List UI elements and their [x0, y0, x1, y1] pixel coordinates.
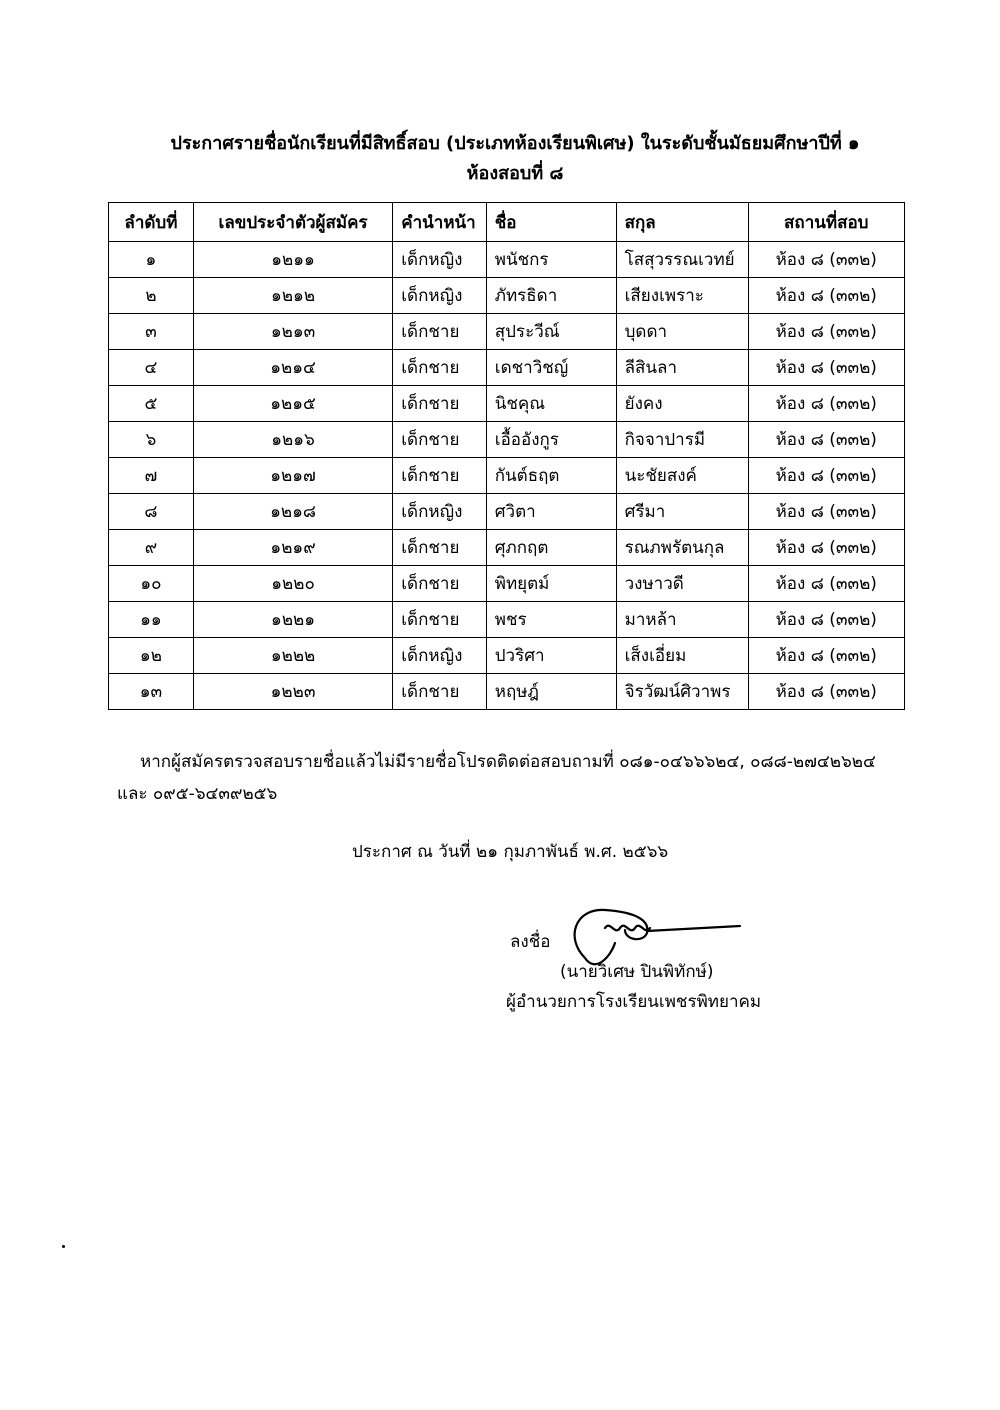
cell-seq: ๓: [109, 314, 194, 350]
cell-applicant-id: ๑๒๑๗: [193, 458, 392, 494]
cell-seq: ๗: [109, 458, 194, 494]
cell-room: ห้อง ๘ (๓๓๒): [748, 422, 904, 458]
cell-name: ศวิตา: [486, 494, 616, 530]
cell-room: ห้อง ๘ (๓๓๒): [748, 494, 904, 530]
table-row: [109, 458, 905, 494]
cell-surname: บุดดา: [616, 314, 748, 350]
cell-name: กันต์ธฤต: [486, 458, 616, 494]
cell-room: ห้อง ๘ (๓๓๒): [748, 566, 904, 602]
cell-name: พิทยุตม์: [486, 566, 616, 602]
cell-applicant-id: ๑๒๒๑: [193, 602, 392, 638]
cell-prefix: เด็กหญิง: [393, 638, 487, 674]
contact-notice-line2: และ ๐๙๕-๖๔๓๙๒๕๖: [117, 784, 278, 804]
cell-room: ห้อง ๘ (๓๓๒): [748, 242, 904, 278]
cell-name: นิชคุณ: [486, 386, 616, 422]
cell-surname: รณภพรัตนกุล: [616, 530, 748, 566]
cell-room: ห้อง ๘ (๓๓๒): [748, 638, 904, 674]
cell-room: ห้อง ๘ (๓๓๒): [748, 314, 904, 350]
cell-seq: ๒: [109, 278, 194, 314]
contact-notice-line1: หากผู้สมัครตรวจสอบรายชื่อแล้วไม่มีรายชื่อโปรดติดต่อสอบถามที่ ๐๘๑-๐๔๖๖๖๒๔, ๐๘๘-๒๗๔๒๖๒๔: [140, 752, 876, 772]
cell-prefix: เด็กหญิง: [393, 242, 487, 278]
cell-surname: เสียงเพราะ: [616, 278, 748, 314]
header-name: ชื่อ: [486, 203, 616, 242]
cell-prefix: เด็กชาย: [393, 566, 487, 602]
cell-applicant-id: ๑๒๑๔: [193, 350, 392, 386]
table-row: [109, 422, 905, 458]
cell-surname: ยังคง: [616, 386, 748, 422]
cell-room: ห้อง ๘ (๓๓๒): [748, 674, 904, 710]
header-seq: ลำดับที่: [109, 203, 194, 242]
cell-room: ห้อง ๘ (๓๓๒): [748, 530, 904, 566]
table-row: [109, 566, 905, 602]
cell-surname: เส็งเอี่ยม: [616, 638, 748, 674]
cell-applicant-id: ๑๒๑๓: [193, 314, 392, 350]
table-row: [109, 278, 905, 314]
cell-room: ห้อง ๘ (๓๓๒): [748, 458, 904, 494]
cell-seq: ๑๑: [109, 602, 194, 638]
cell-prefix: เด็กชาย: [393, 674, 487, 710]
cell-surname: นะชัยสงค์: [616, 458, 748, 494]
cell-applicant-id: ๑๒๑๒: [193, 278, 392, 314]
table-header-row: [109, 203, 905, 242]
cell-surname: กิจจาปารมี: [616, 422, 748, 458]
cell-seq: ๕: [109, 386, 194, 422]
cell-room: ห้อง ๘ (๓๓๒): [748, 602, 904, 638]
cell-seq: ๑: [109, 242, 194, 278]
table-row: [109, 530, 905, 566]
cell-prefix: เด็กหญิง: [393, 278, 487, 314]
cell-prefix: เด็กชาย: [393, 422, 487, 458]
header-prefix: คำนำหน้า: [393, 203, 487, 242]
cell-seq: ๔: [109, 350, 194, 386]
cell-applicant-id: ๑๒๒๐: [193, 566, 392, 602]
cell-surname: มาหล้า: [616, 602, 748, 638]
cell-seq: ๑๓: [109, 674, 194, 710]
cell-applicant-id: ๑๒๒๒: [193, 638, 392, 674]
cell-surname: โสสุวรรณเวทย์: [616, 242, 748, 278]
cell-seq: ๙: [109, 530, 194, 566]
cell-name: พชร: [486, 602, 616, 638]
cell-surname: วงษาวดี: [616, 566, 748, 602]
cell-surname: ศรีมา: [616, 494, 748, 530]
cell-name: เดชาวิชญ์: [486, 350, 616, 386]
student-roster-table: [108, 202, 905, 710]
roster-body: [109, 242, 905, 710]
cell-name: เอื้ออังกูร: [486, 422, 616, 458]
table-row: [109, 314, 905, 350]
table-row: [109, 350, 905, 386]
cell-applicant-id: ๑๒๑๑: [193, 242, 392, 278]
cell-name: ศุภกฤต: [486, 530, 616, 566]
cell-seq: ๑๒: [109, 638, 194, 674]
cell-applicant-id: ๑๒๑๖: [193, 422, 392, 458]
cell-prefix: เด็กชาย: [393, 314, 487, 350]
cell-room: ห้อง ๘ (๓๓๒): [748, 278, 904, 314]
cell-room: ห้อง ๘ (๓๓๒): [748, 386, 904, 422]
cell-surname: ลีสินลา: [616, 350, 748, 386]
cell-seq: ๑๐: [109, 566, 194, 602]
table-row: [109, 602, 905, 638]
cell-name: หฤษฎ์: [486, 674, 616, 710]
cell-prefix: เด็กชาย: [393, 602, 487, 638]
cell-seq: ๖: [109, 422, 194, 458]
table-row: [109, 674, 905, 710]
header-applicant-id: เลขประจำตัวผู้สมัคร: [193, 203, 392, 242]
announcement-date: ประกาศ ณ วันที่ ๒๑ กุมภาพันธ์ พ.ศ. ๒๕๖๖: [352, 842, 669, 862]
cell-prefix: เด็กชาย: [393, 350, 487, 386]
table-row: [109, 638, 905, 674]
signer-name: (นายวิเศษ ปินพิทักษ์): [560, 962, 714, 982]
cell-name: ปวริศา: [486, 638, 616, 674]
cell-applicant-id: ๑๒๑๕: [193, 386, 392, 422]
table-row: [109, 386, 905, 422]
cell-name: พนัชกร: [486, 242, 616, 278]
cell-prefix: เด็กหญิง: [393, 494, 487, 530]
page-title: ประกาศรายชื่อนักเรียนที่มีสิทธิ์สอบ (ประเภทห้องเรียนพิเศษ) ในระดับชั้นมัธยมศึกษาปีที่ ๑: [170, 133, 860, 154]
signature-label: ลงชื่อ: [510, 932, 551, 952]
cell-name: ภัทรธิดา: [486, 278, 616, 314]
cell-applicant-id: ๑๒๒๓: [193, 674, 392, 710]
exam-room-subtitle: ห้องสอบที่ ๘: [466, 163, 564, 184]
cell-surname: จิรวัฒน์ศิวาพร: [616, 674, 748, 710]
cell-prefix: เด็กชาย: [393, 386, 487, 422]
stray-dot: [62, 1245, 65, 1248]
cell-applicant-id: ๑๒๑๙: [193, 530, 392, 566]
cell-prefix: เด็กชาย: [393, 530, 487, 566]
cell-seq: ๘: [109, 494, 194, 530]
table-row: [109, 494, 905, 530]
header-room: สถานที่สอบ: [748, 203, 904, 242]
header-surname: สกุล: [616, 203, 748, 242]
signer-title: ผู้อำนวยการโรงเรียนเพชรพิทยาคม: [506, 992, 762, 1012]
table-row: [109, 242, 905, 278]
cell-room: ห้อง ๘ (๓๓๒): [748, 350, 904, 386]
cell-prefix: เด็กชาย: [393, 458, 487, 494]
cell-name: สุประวีณ์: [486, 314, 616, 350]
cell-applicant-id: ๑๒๑๘: [193, 494, 392, 530]
